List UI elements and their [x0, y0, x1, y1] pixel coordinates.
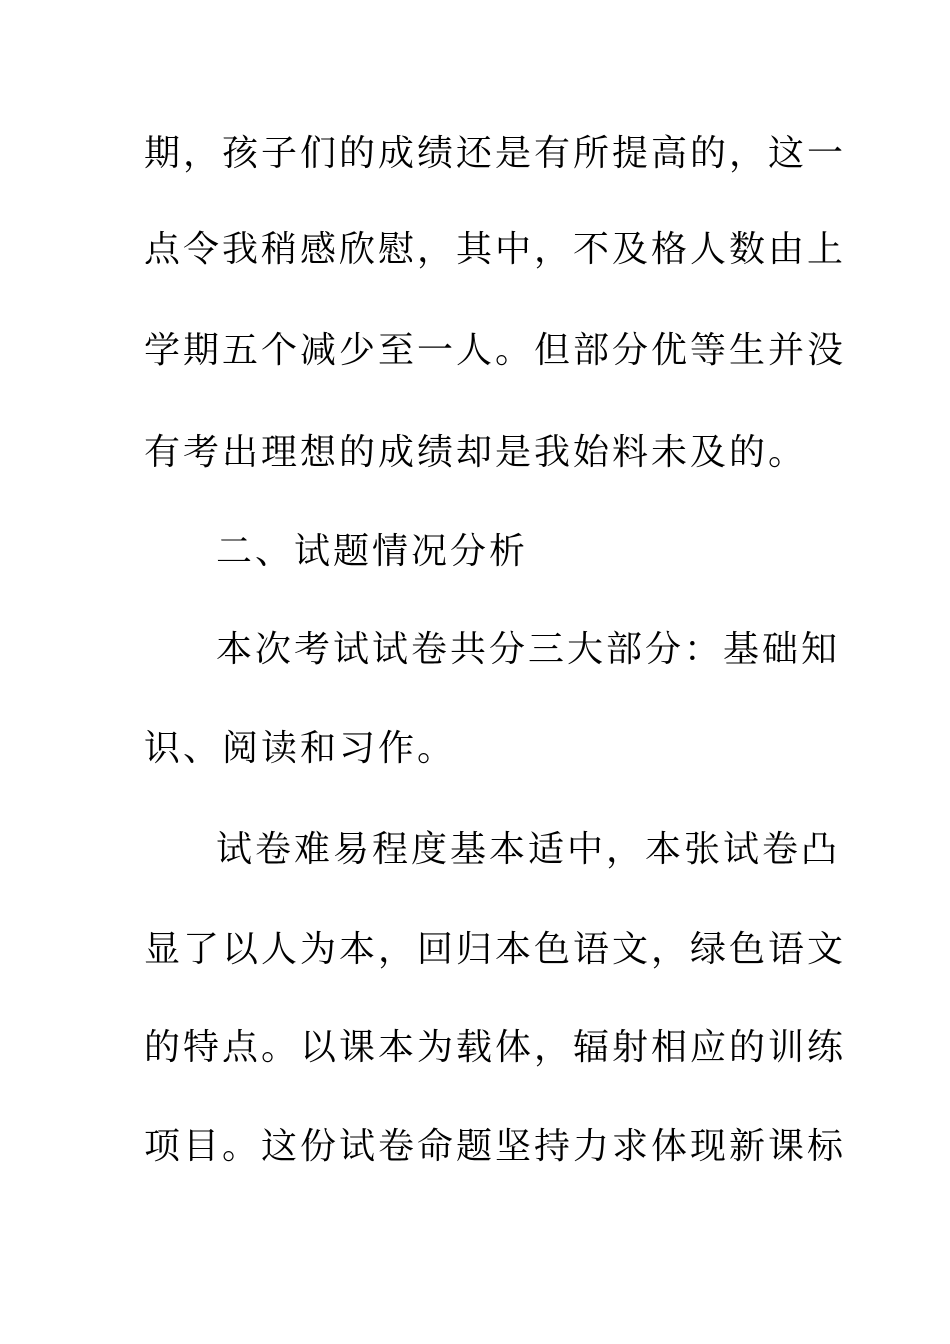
text-line: 的特点。以课本为载体，辐射相应的训练 [144, 1027, 847, 1068]
section-heading: 二、试题情况分析 [216, 531, 529, 572]
text-line: 期，孩子们的成绩还是有所提高的，这一 [144, 133, 847, 174]
paragraph-start-line: 试卷难易程度基本适中，本张试卷凸 [216, 829, 841, 870]
text-line: 有考出理想的成绩却是我始料未及的。 [144, 432, 808, 473]
paragraph-start-line: 本次考试试卷共分三大部分：基础知 [216, 629, 841, 670]
text-line: 项目。这份试卷命题坚持力求体现新课标 [144, 1126, 847, 1167]
text-line: 学期五个减少至一人。但部分优等生并没 [144, 330, 847, 371]
text-line: 显了以人为本，回归本色语文，绿色语文 [144, 929, 847, 970]
text-line: 点令我稍感欣慰，其中，不及格人数由上 [144, 229, 847, 270]
text-line: 识、阅读和习作。 [144, 728, 457, 769]
